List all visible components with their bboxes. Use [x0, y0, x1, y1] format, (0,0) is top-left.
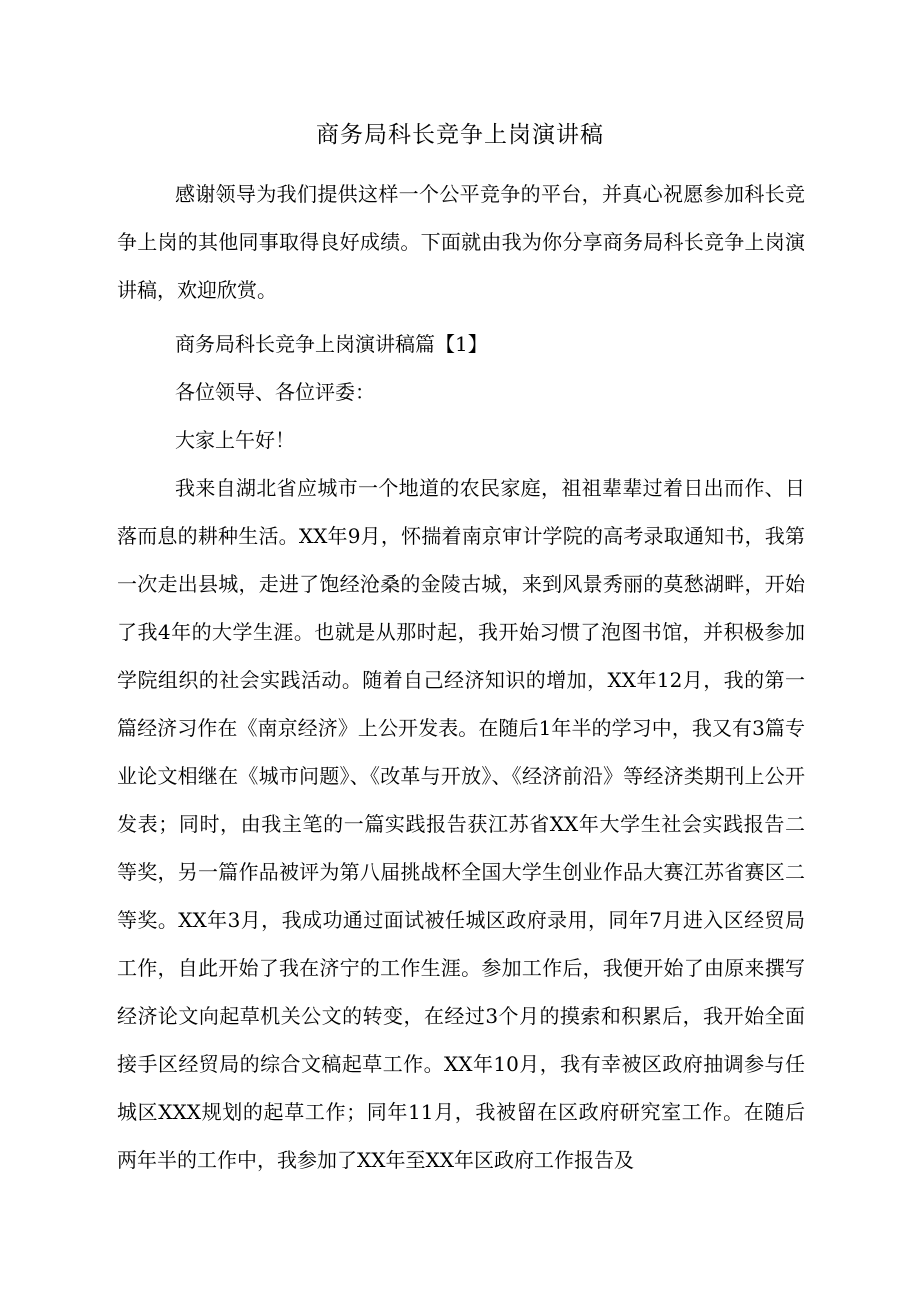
document-title: 商务局科长竞争上岗演讲稿	[316, 122, 604, 148]
body-paragraph: 我来自湖北省应城市一个地道的农民家庭，祖祖辈辈过着日出而作、日落而息的耕种生活。XX年9月，怀揣着南京审计学院的高考录取通知书，我第一次走出县城，走进了饱经沧桑的金陵古城，来到风景秀丽的莫愁湖畔，开始了我4年的大学生涯。也就是从那时起，我开始习惯了泡图书馆，并积极参加学院组织的社会实践活动。随着自己经济知识的增加，XX年12月，我的第一篇经济习作在《南京经济》上公开发表。在随后1年半的学习中，我又有3篇专业论文相继在《城市问题》、《改革与开放》、《经济前沿》等经济类期刊上公开发表；同时，由我主笔的一篇实践报告获江苏省XX年大学生社会实践报告二等奖，另一篇作品被评为第八届挑战杯全国大学生创业作品大赛江苏省赛区二等奖。XX年3月，我成功通过面试被任城区政府录用，同年7月进入区经贸局工作，自此开始了我在济宁的工作生涯。参加工作后，我便开始了由原来撰写经济论文向起草机关公文的转变，在经过3个月的摸索和积累后，我开始全面接手区经贸局的综合文稿起草工作。XX年10月，我有幸被区政府抽调参与任城区XXX规划的起草工作；同年11月，我被留在区政府研究室工作。在随后两年半的工作中，我参加了XX年至XX年区政府工作报告及	[117, 476, 805, 1172]
greeting: 大家上午好！	[175, 428, 295, 452]
intro-paragraph: 感谢领导为我们提供这样一个公平竞争的平台，并真心祝愿参加科长竞争上岗的其他同事取得良好成绩。下面就由我为你分享商务局科长竞争上岗演讲稿，欢迎欣赏。	[117, 182, 805, 302]
salutation: 各位领导、各位评委：	[175, 380, 375, 404]
document-body	[117, 170, 805, 1184]
section-heading: 商务局科长竞争上岗演讲稿篇【1】	[175, 332, 488, 356]
